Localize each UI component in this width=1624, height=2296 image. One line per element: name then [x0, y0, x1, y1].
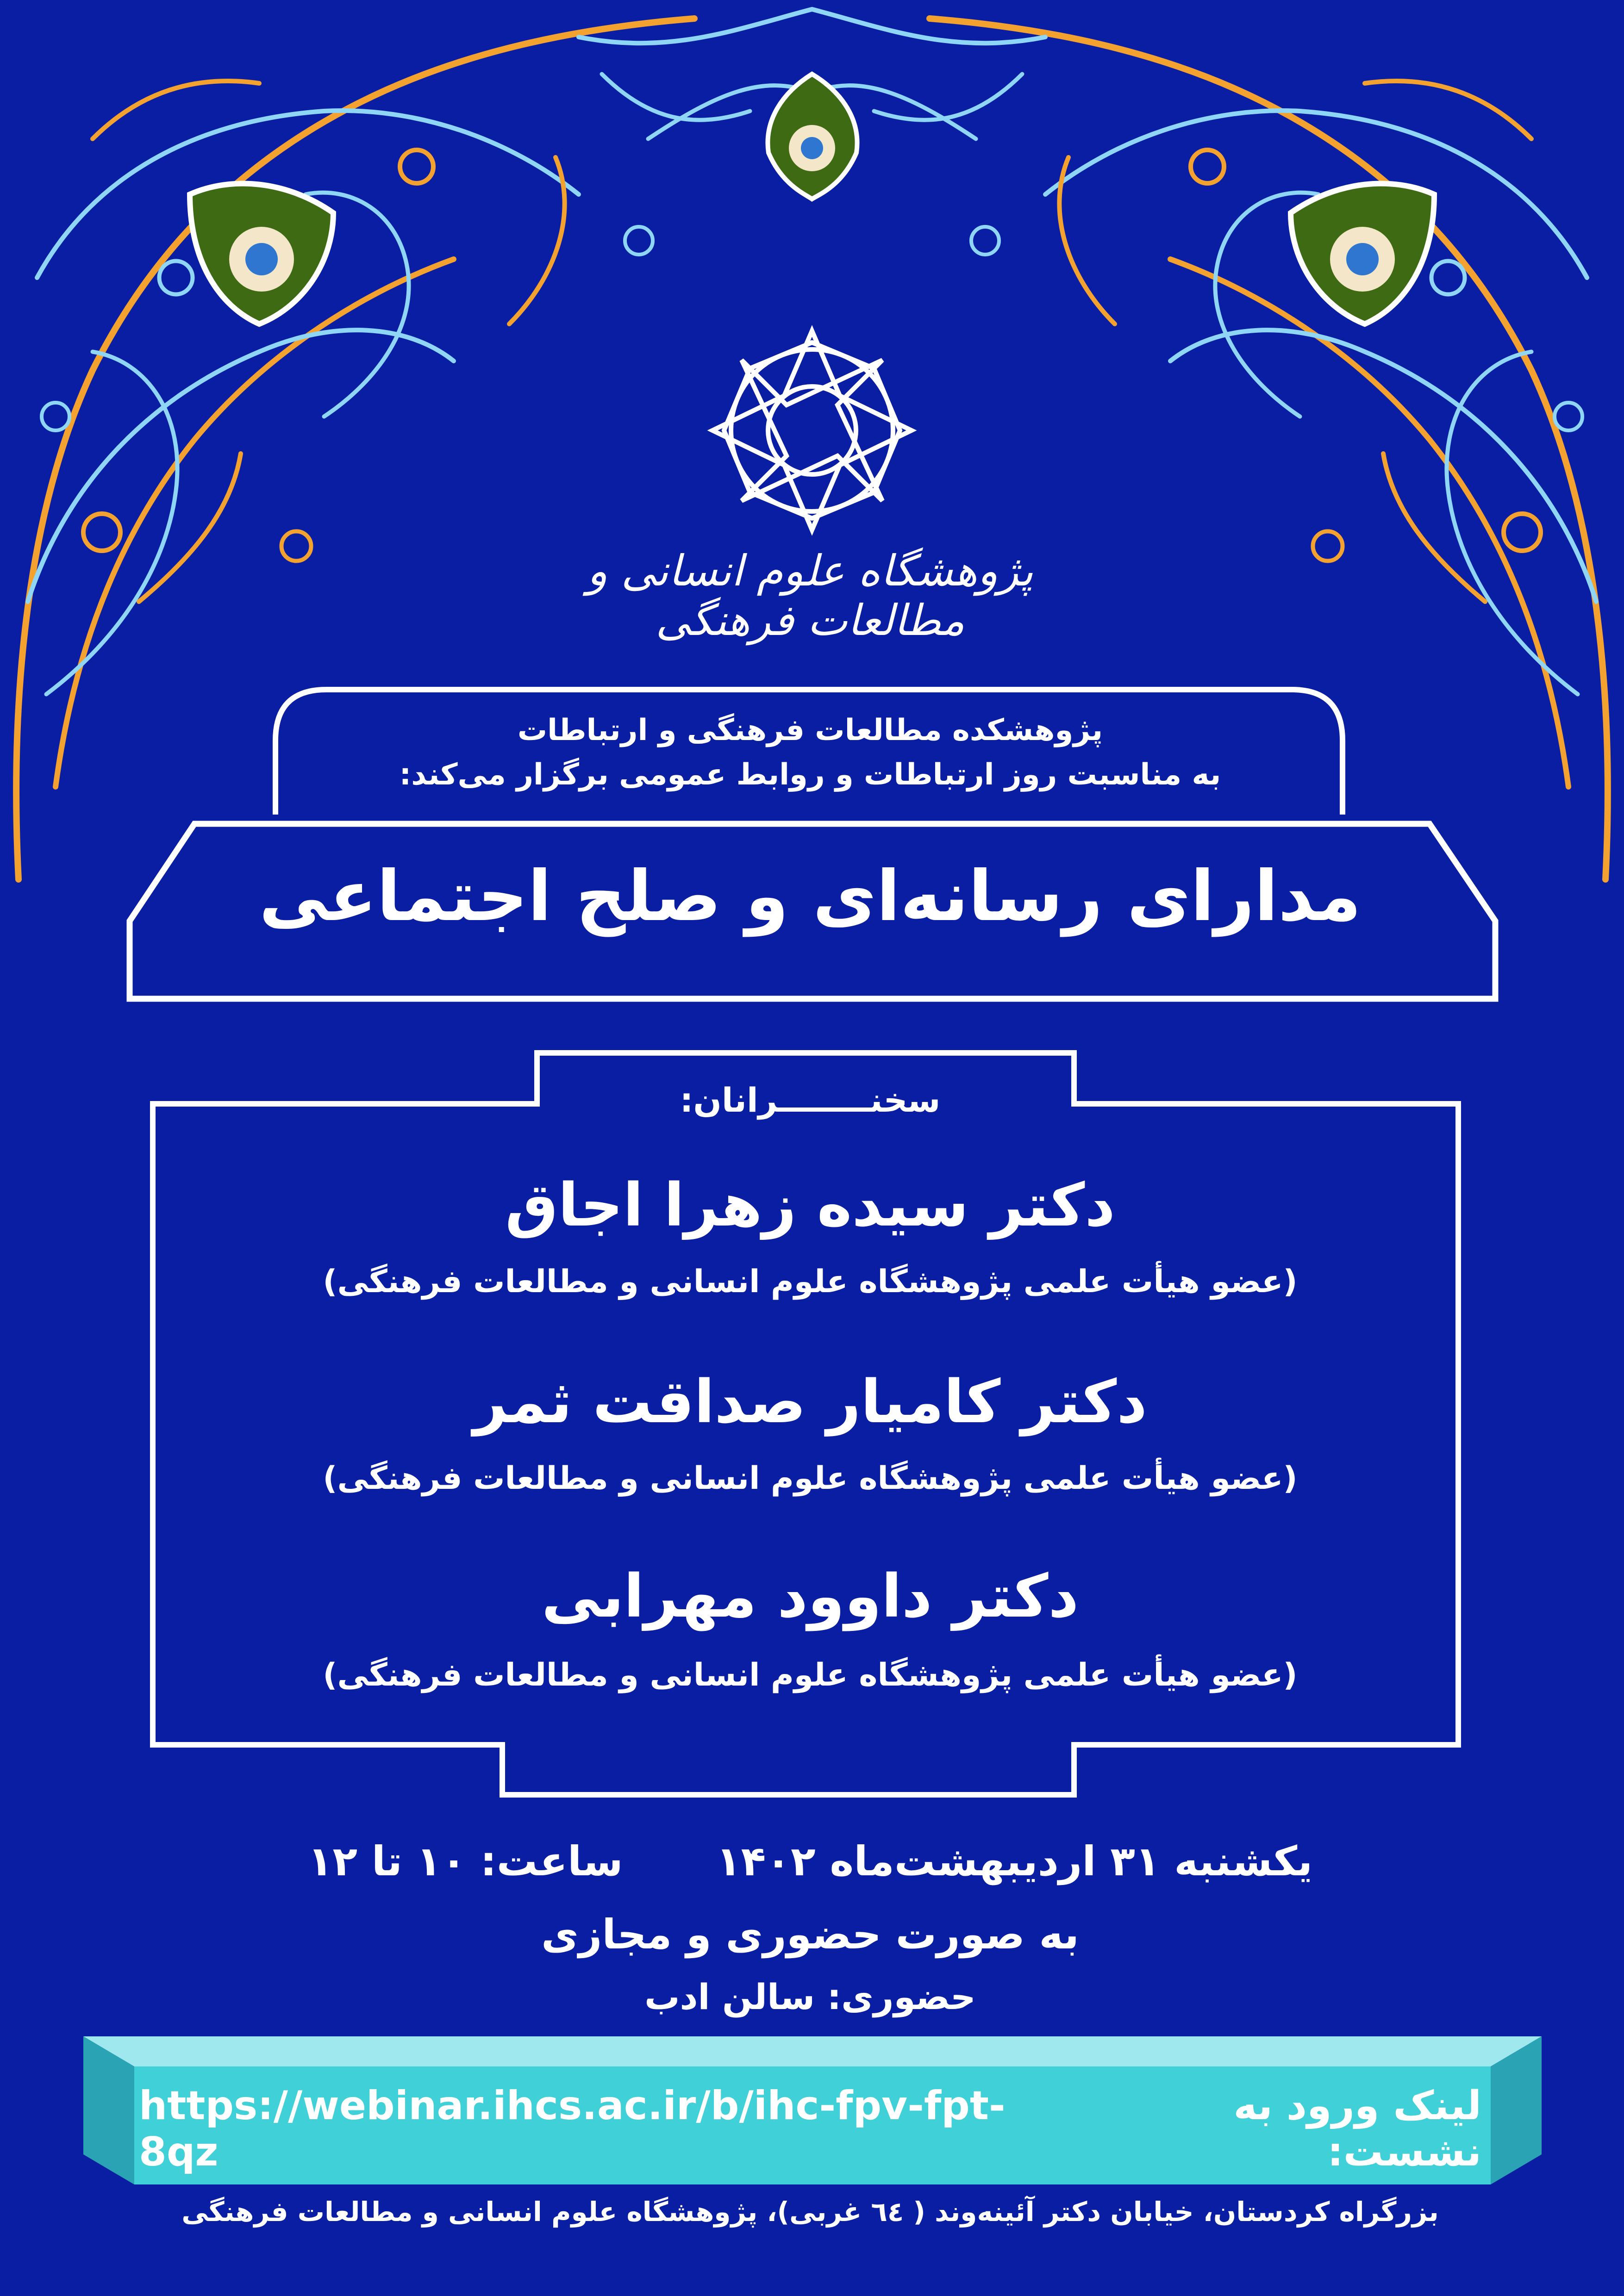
leaf-medallion-left — [190, 184, 333, 324]
organizer-name: پژوهشکده مطالعات فرهنگی و ارتباطات — [517, 713, 1103, 747]
organizer-block — [287, 708, 1333, 797]
institute-rosette-emblem — [712, 331, 912, 530]
speaker-name: دکتر سیده زهرا اجاق — [505, 1171, 1115, 1240]
institute-logo-text: پژوهشگاه علوم انسانی و مطالعات فرهنگی — [587, 546, 1033, 645]
speaker-affiliation: (عضو هیأت علمی پژوهشگاه علوم انسانی و مطالعات فرهنگی) — [323, 1263, 1298, 1300]
address: بزرگراه کردستان، خیابان دکتر آئینه‌وند ( ٦٤ غربی)، پژوهشگاه علوم انسانی و مطالعات فرهنگی — [181, 2196, 1439, 2228]
webinar-link[interactable]: https://webinar.ihcs.ac.ir/b/ihc-fpv-fpt-8qz — [139, 2083, 1006, 2175]
speaker-affiliation: (عضو هیأت علمی پژوهشگاه علوم انسانی و مطالعات فرهنگی) — [323, 1657, 1298, 1693]
speaker-name: دکتر داوود مهرابی — [541, 1562, 1079, 1631]
event-time: ساعت: ۱۰ تا ۱۲ — [307, 1837, 623, 1885]
leaf-medallion-center — [768, 74, 857, 199]
organizer-occasion: به مناسبت روز ارتباطات و روابط عمومی برگزار می‌کند: — [399, 758, 1221, 792]
schedule-line — [185, 1837, 1435, 1885]
webinar-link-row — [139, 2083, 1481, 2175]
speakers-heading: سخنــــــــرانان: — [680, 1081, 941, 1120]
leaf-medallion-right — [1291, 184, 1434, 324]
webinar-link-label: لینک ورود به نشست: — [1233, 2083, 1481, 2175]
speaker-affiliation: (عضو هیأت علمی پژوهشگاه علوم انسانی و مطالعات فرهنگی) — [323, 1460, 1298, 1497]
event-date: یکشنبه ۳۱ اردیبهشت‌ماه ۱۴۰۲ — [716, 1837, 1313, 1885]
event-title: مدارای رسانه‌ای و صلح اجتماعی — [259, 856, 1362, 937]
attendance-mode: به صورت حضوری و مجازی — [541, 1910, 1079, 1958]
venue: حضوری: سالن ادب — [644, 1976, 976, 2017]
speaker-name: دکتر کامیار صداقت ثمر — [473, 1368, 1147, 1437]
